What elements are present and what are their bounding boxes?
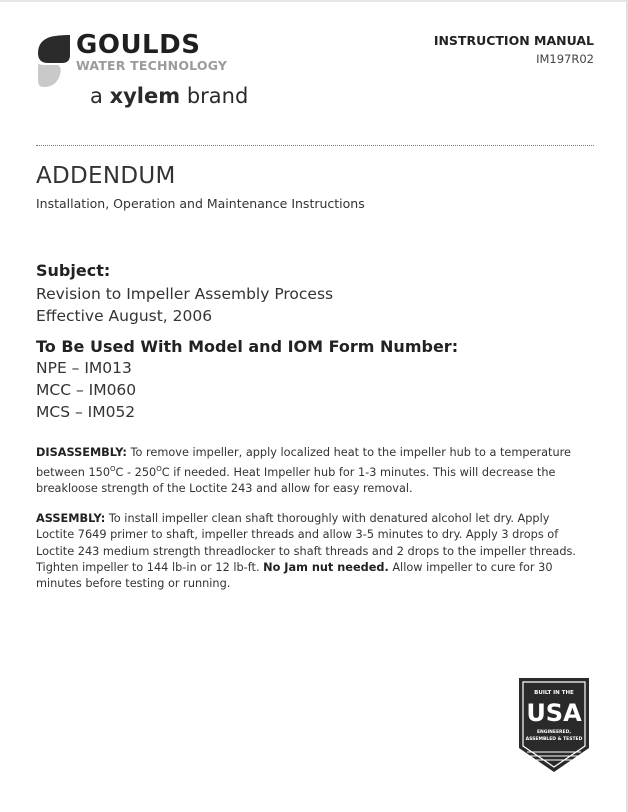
subject-line: Effective August, 2006 — [36, 307, 213, 325]
badge-line2-text: ASSEMBLED & TESTED — [525, 737, 583, 742]
page-subtitle: Installation, Operation and Maintenance Instructions — [36, 196, 365, 211]
subject-line: Revision to Impeller Assembly Process — [36, 285, 334, 303]
subject-heading: Subject: — [36, 261, 111, 280]
model-line: MCC – IM060 — [36, 381, 137, 399]
assembly-paragraph — [36, 511, 588, 592]
disassembly-text: C if needed. Heat Impeller hub for 1-3 minutes. This will decrease the breakloose strength of the Loctite 243 and allow for easy removal. — [36, 466, 556, 496]
assembly-emphasis: No Jam nut needed. — [263, 560, 389, 574]
assembly-text: To install impeller clean shaft thoroughly with denatured alcohol let dry. Apply Loctite 7649 primer to shaft, impeller threads and allow 3-5 minutes to dry. Apply 3 drops of Loctite 243 medium strength threadlocker to shaft threads and 2 drops to the impeller threads. Tighten impeller to 144 lb-in or 12 lb-ft. — [36, 512, 576, 574]
document-type: INSTRUCTION MANUAL — [433, 33, 594, 48]
goulds-logo-icon — [36, 33, 70, 89]
models-heading: To Be Used With Model and IOM Form Number: — [36, 337, 459, 356]
disassembly-text: To remove impeller, apply localized heat to the impeller hub to a temperature between 150 — [36, 446, 571, 480]
xylem-brand-line — [90, 84, 248, 108]
brand-subtitle: WATER TECHNOLOGY — [76, 58, 228, 73]
brand-suffix: brand — [186, 84, 249, 108]
degree-mark: O — [110, 465, 116, 474]
built-in-usa-badge-icon — [515, 674, 593, 776]
xylem-wordmark: xylem — [109, 84, 181, 108]
disassembly-label: DISASSEMBLY: — [36, 446, 127, 459]
assembly-text: Allow impeller to cure for 30 minutes before testing or running. — [36, 560, 553, 591]
page-top-edge — [0, 0, 628, 2]
badge-line1-text: ENGINEERED, — [536, 730, 572, 735]
badge-main-text: USA — [526, 699, 582, 727]
disassembly-text: C - 250 — [115, 466, 157, 480]
header-divider — [36, 145, 594, 146]
badge-top-text: BUILT IN THE — [534, 690, 574, 696]
brand-name: GOULDS — [76, 30, 201, 60]
degree-mark: O — [156, 465, 162, 474]
page-title: ADDENDUM — [36, 163, 176, 189]
disassembly-paragraph — [36, 445, 588, 498]
model-line: NPE – IM013 — [36, 359, 132, 377]
model-line: MCS – IM052 — [36, 403, 136, 421]
document-code: IM197R02 — [536, 52, 594, 66]
brand-prefix: a — [90, 84, 103, 108]
assembly-label: ASSEMBLY: — [36, 512, 106, 525]
